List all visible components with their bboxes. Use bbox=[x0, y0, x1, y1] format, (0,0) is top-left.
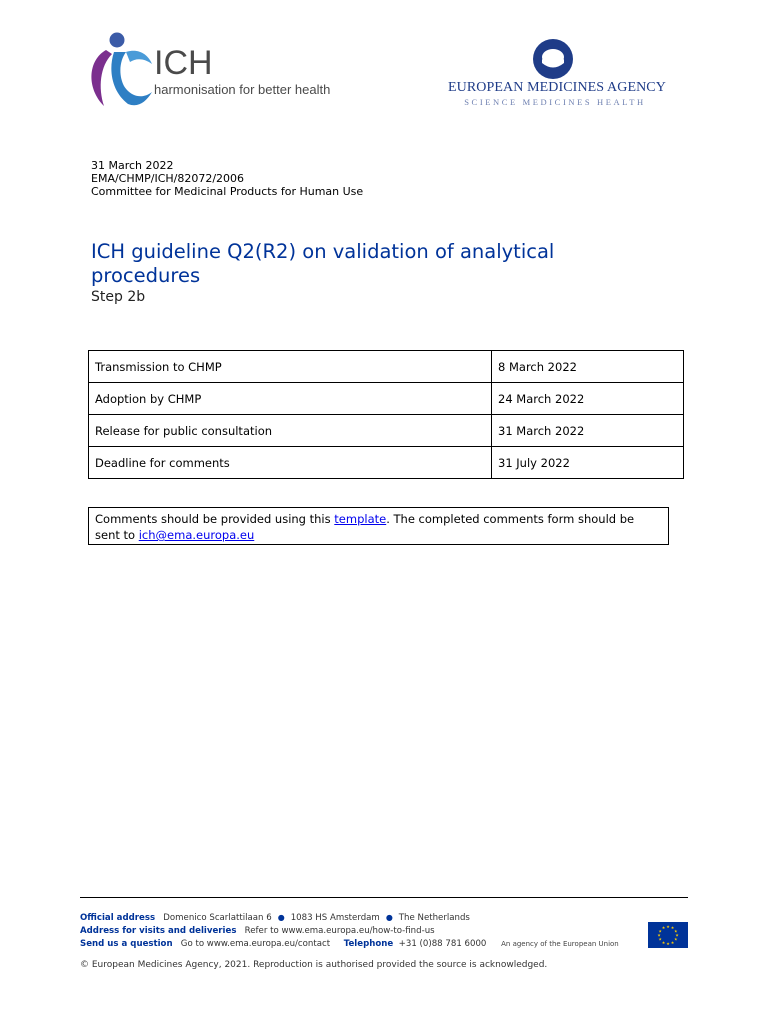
footer-contact bbox=[80, 938, 619, 951]
svg-text:★: ★ bbox=[661, 925, 666, 931]
footer-visits bbox=[80, 925, 619, 938]
telephone-number: +31 (0)88 781 6000 bbox=[398, 939, 487, 949]
svg-text:★: ★ bbox=[657, 932, 661, 938]
svg-text:★: ★ bbox=[661, 939, 666, 945]
ich-tagline: harmonisation for better health bbox=[154, 82, 331, 97]
timeline-table bbox=[88, 350, 684, 479]
footer-official-address bbox=[80, 911, 619, 925]
ich-figure-icon bbox=[86, 30, 156, 112]
city: 1083 HS Amsterdam bbox=[290, 913, 380, 923]
svg-text:★: ★ bbox=[658, 936, 662, 942]
agency-note: An agency of the European Union bbox=[501, 940, 619, 948]
timeline-label: Adoption by CHMP bbox=[89, 383, 492, 415]
table-row bbox=[89, 351, 684, 383]
table-row bbox=[89, 415, 684, 447]
timeline-label: Transmission to CHMP bbox=[89, 351, 492, 383]
eu-flag-icon bbox=[648, 922, 688, 948]
ema-subtitle: SCIENCE MEDICINES HEALTH bbox=[464, 97, 646, 107]
visits-text: Refer to www.ema.europa.eu/how-to-find-us bbox=[244, 926, 435, 936]
official-address-label: Official address bbox=[80, 913, 156, 923]
timeline-date: 31 March 2022 bbox=[492, 415, 684, 447]
ema-emblem-icon bbox=[532, 38, 574, 80]
ema-wordmark: EUROPEAN MEDICINES AGENCY bbox=[448, 80, 666, 95]
document-date: 31 March 2022 bbox=[91, 159, 174, 172]
comments-text-before: Comments should be provided using this bbox=[95, 512, 335, 526]
table-row bbox=[89, 447, 684, 479]
ich-logo bbox=[86, 30, 336, 112]
svg-text:★: ★ bbox=[674, 928, 678, 934]
svg-text:★: ★ bbox=[670, 939, 675, 945]
document-step: Step 2b bbox=[91, 289, 146, 305]
visits-label: Address for visits and deliveries bbox=[80, 926, 237, 936]
telephone-label: Telephone bbox=[343, 939, 394, 949]
timeline-label: Deadline for comments bbox=[89, 447, 492, 479]
footer-divider bbox=[80, 897, 688, 898]
country: The Netherlands bbox=[398, 913, 470, 923]
svg-text:★: ★ bbox=[670, 925, 675, 931]
template-link[interactable]: template bbox=[334, 512, 387, 526]
question-text: Go to www.ema.europa.eu/contact bbox=[180, 939, 331, 949]
committee-name: Committee for Medicinal Products for Human Use bbox=[91, 185, 364, 198]
page-title: ICH guideline Q2(R2) on validation of analytical procedures bbox=[91, 240, 555, 287]
ema-logo bbox=[448, 36, 664, 110]
ich-wordmark: ICH bbox=[154, 44, 213, 82]
street: Domenico Scarlattilaan 6 bbox=[163, 913, 272, 923]
footer bbox=[80, 911, 619, 951]
comments-box bbox=[88, 507, 669, 545]
timeline-date: 8 March 2022 bbox=[492, 351, 684, 383]
question-label: Send us a question bbox=[80, 939, 173, 949]
document-meta bbox=[91, 159, 363, 198]
svg-text:★: ★ bbox=[674, 936, 678, 942]
comments-text-middle: . The completed comments form should be sent to bbox=[95, 512, 635, 542]
svg-text:★: ★ bbox=[675, 932, 679, 938]
bullet-icon: ● bbox=[385, 913, 393, 922]
timeline-date: 24 March 2022 bbox=[492, 383, 684, 415]
copyright-notice: © European Medicines Agency, 2021. Reproduction is authorised provided the source is acknowledged. bbox=[80, 960, 548, 970]
svg-text:★: ★ bbox=[658, 928, 662, 934]
bullet-icon: ● bbox=[277, 913, 285, 922]
timeline-label: Release for public consultation bbox=[89, 415, 492, 447]
table-row bbox=[89, 383, 684, 415]
email-link[interactable]: ich@ema.europa.eu bbox=[138, 528, 255, 542]
svg-text:★: ★ bbox=[666, 941, 670, 946]
svg-text:★: ★ bbox=[666, 924, 670, 929]
timeline-date: 31 July 2022 bbox=[492, 447, 684, 479]
document-reference: EMA/CHMP/ICH/82072/2006 bbox=[91, 172, 245, 185]
